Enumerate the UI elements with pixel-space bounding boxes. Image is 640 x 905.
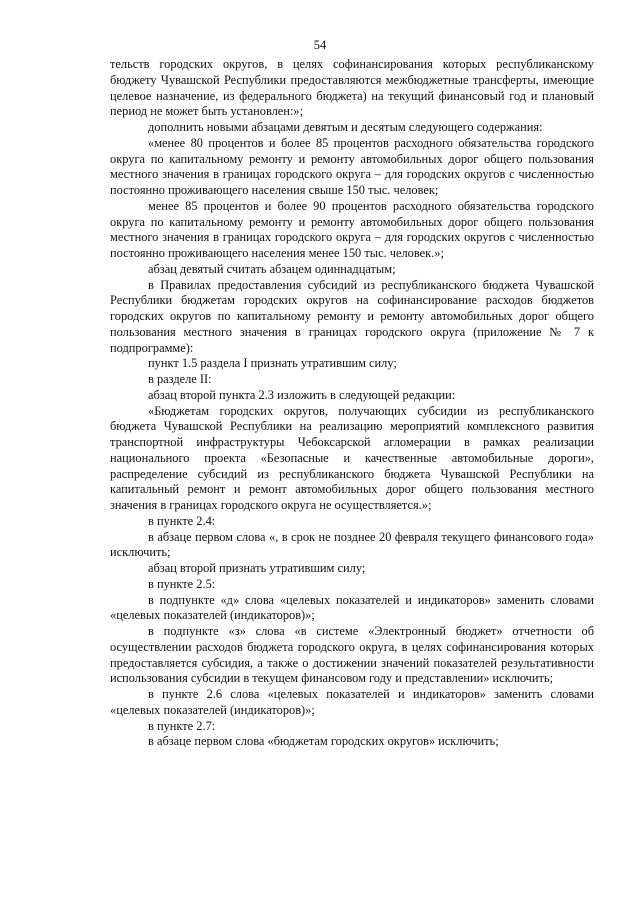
paragraph: в абзаце первом слова «, в срок не позднее 20 февраля текущего финансового года» исключить;: [110, 529, 594, 560]
paragraph: абзац второй признать утратившим силу;: [148, 561, 366, 575]
paragraph: в пункте 2.7:: [148, 718, 216, 733]
paragraph: в пункте 2.5:: [148, 576, 216, 591]
page-number: 54: [313, 38, 327, 52]
paragraph: абзац девятый считать абзацем одиннадцатым;: [148, 261, 396, 276]
paragraph: в разделе II:: [148, 372, 212, 386]
paragraph: в пункте 2.4:: [148, 513, 216, 528]
paragraph: пункт 1.5 раздела I признать утратившим силу;: [148, 356, 397, 371]
paragraph: в абзаце первом слова «бюджетам городских округов» исключить;: [148, 734, 499, 749]
body-text: [110, 57, 594, 750]
paragraph: абзац второй пункта 2.3 изложить в следующей редакции:: [148, 387, 456, 402]
paragraph: в пункте 2.6 слова «целевых показателей и индикаторов» заменить словами «целевых показателей (индикаторов)»;: [110, 687, 594, 717]
paragraph: «Бюджетам городских округов, получающих субсидии из республиканского бюджета Чувашской Республики на реализацию мероприятий комплексного развития транспортной инфраструктуры Чебоксарской агломерации в рамках реализации национального проекта «Безопасные и качественные автомобильные дороги», распределение субсидий из республиканского бюджета Чувашской Республики на капитальный ремонт и ремонт автомобильных дорог общего пользования местного значения в границах городского округа не осуществляется.»;: [110, 403, 594, 512]
paragraph: менее 85 процентов и более 90 процентов расходного обязательства городского округа по капитальному ремонту и ремонту автомобильных дорог общего пользования местного значения в границах городского округа – для городских округов с численностью постоянно проживающего населения менее 150 тыс. человек.»;: [110, 198, 594, 260]
paragraph: в подпункте «д» слова «целевых показателей и индикаторов» заменить словами «целевых показателей (индикаторов)»;: [110, 592, 594, 623]
paragraph: в подпункте «з» слова «в системе «Электронный бюджет» отчетности об осуществлении расходов бюджета городского округа, в целях софинансирования которых предоставляется субсидия, а также о достижении значений показателей результативности использования субсидии в текущем финансовом году и представлении» исключить;: [110, 624, 594, 686]
paragraph: тельств городских округов, в целях софинансирования которых республиканскому бюджету Чувашской Республики предоставляются межбюджетные трансферты, имеющие целевое назначение, из федерального бюджета) на текущий финансовый год и плановый период не может быть установлен:»;: [110, 57, 594, 119]
paragraph: дополнить новыми абзацами девятым и десятым следующего содержания:: [148, 120, 543, 134]
paragraph: «менее 80 процентов и более 85 процентов расходного обязательства городского округа по капитальному ремонту и ремонту автомобильных дорог общего пользования местного значения в границах городского округа – для городских округов с численностью постоянно проживающего населения свыше 150 тыс. человек;: [110, 135, 594, 197]
paragraph: в Правилах предоставления субсидий из республиканского бюджета Чувашской Республики бюджетам городских округов на софинансирование расходов бюджетов городских округов по капитальному ремонту и ремонту автомобильных дорог общего пользования местного значения в границах городского округа (приложение № 7 к подпрограмме):: [110, 277, 594, 355]
